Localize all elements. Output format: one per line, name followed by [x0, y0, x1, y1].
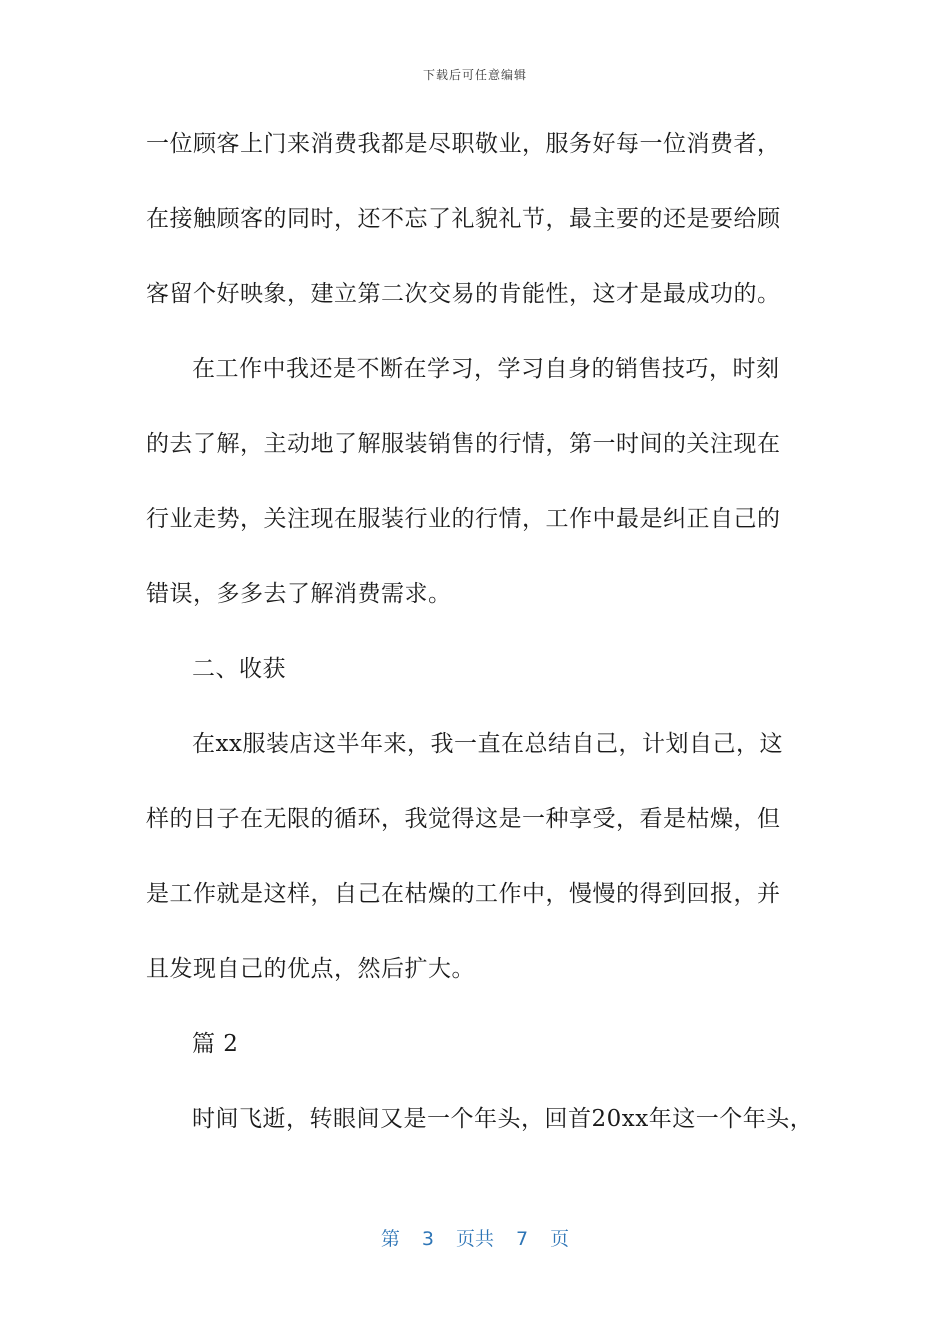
text-line: 行业走势，关注现在服装行业的行情，工作中最是纠正自己的 [146, 506, 781, 532]
current-page-number: 3 [421, 1228, 434, 1250]
body-text [146, 118, 814, 1168]
header-note: 下载后可任意编辑 [422, 68, 527, 82]
footer-middle: 页共 [455, 1228, 494, 1250]
text-line: 且发现自己的优点，然后扩大。 [146, 956, 475, 982]
paragraph-start: 在xx服装店这半年来，我一直在总结自己，计划自己，这 [192, 731, 783, 757]
text-line: 错误，多多去了解消费需求。 [146, 581, 452, 607]
total-pages-number: 7 [516, 1228, 529, 1250]
section-heading: 二、收获 [192, 656, 286, 682]
footer-prefix: 第 [380, 1228, 400, 1250]
paragraph-start: 时间飞逝，转眼间又是一个年头，回首20xx年这一个年头， [192, 1106, 814, 1132]
footer-suffix: 页 [550, 1228, 570, 1250]
text-line: 一位顾客上门来消费我都是尽职敬业，服务好每一位消费者， [146, 131, 781, 157]
text-line: 在接触顾客的同时，还不忘了礼貌礼节，最主要的还是要给顾 [146, 206, 781, 232]
page-footer [0, 1224, 950, 1251]
text-line: 的去了解，主动地了解服装销售的行情，第一时间的关注现在 [146, 431, 781, 457]
paragraph-start: 在工作中我还是不断在学习，学习自身的销售技巧，时刻 [192, 356, 780, 382]
section-heading: 篇 2 [192, 1031, 239, 1057]
text-line: 客留个好映象，建立第二次交易的肯能性，这才是最成功的。 [146, 281, 781, 307]
text-line: 是工作就是这样，自己在枯燥的工作中，慢慢的得到回报，并 [146, 881, 781, 907]
text-line: 样的日子在无限的循环，我觉得这是一种享受，看是枯燥，但 [146, 806, 781, 832]
